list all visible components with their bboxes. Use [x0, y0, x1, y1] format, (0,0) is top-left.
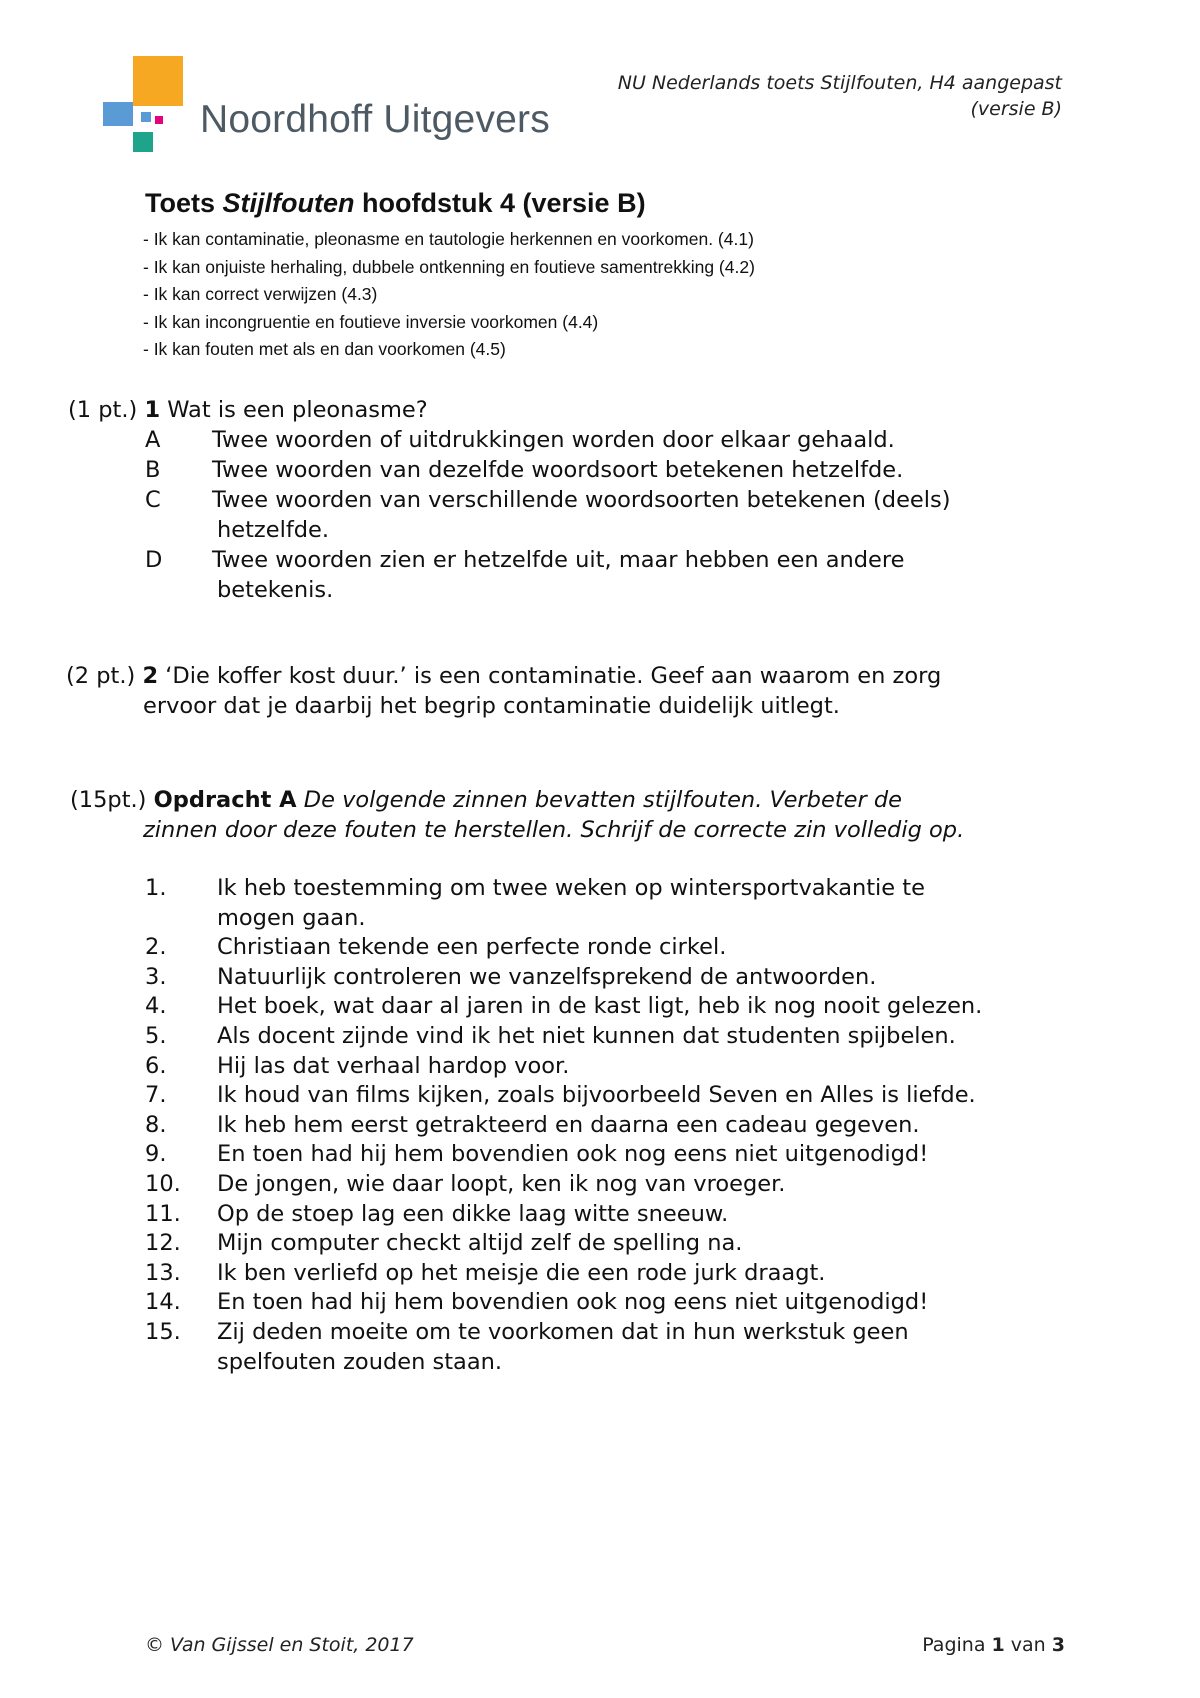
item-text: Als docent zijnde vind ik het niet kunnen dat studenten spijbelen.	[217, 1022, 956, 1049]
page-label: Pagina	[922, 1634, 992, 1656]
item-number: 6.	[145, 1052, 167, 1079]
question-points: (15pt.)	[70, 787, 154, 813]
item-text: En toen had hij hem bovendien ook nog eens niet uitgenodigd!	[217, 1141, 929, 1168]
item-number: 10.	[145, 1170, 181, 1197]
goal-item: - Ik kan onjuiste herhaling, dubbele ontkenning en foutieve samentrekking (4.2)	[143, 256, 755, 277]
option-letter: C	[145, 487, 161, 513]
opdracht-a-continued: zinnen door deze fouten te herstellen. Schrijf de correcte zin volledig op.	[143, 817, 965, 843]
question-2	[66, 662, 941, 692]
question-number: 2	[142, 663, 159, 689]
opdracht-instruction: De volgende zinnen bevatten stijlfouten. Verbeter de	[296, 787, 902, 813]
item-text: Natuurlijk controleren we vanzelfsprekend de antwoorden.	[217, 963, 877, 990]
item-number: 11.	[145, 1200, 181, 1227]
item-text: Het boek, wat daar al jaren in de kast ligt, heb ik nog nooit gelezen.	[217, 993, 983, 1020]
option-text-continued: hetzelfde.	[217, 516, 330, 543]
item-number: 7.	[145, 1082, 167, 1109]
item-number: 2.	[145, 934, 167, 961]
header-line-1: NU Nederlands toets Stijlfouten, H4 aangepast	[617, 72, 1062, 94]
opdracht-a	[70, 786, 902, 816]
goal-item: - Ik kan incongruentie en foutieve inversie voorkomen (4.4)	[143, 311, 599, 332]
title-italic: Stijlfouten	[222, 188, 355, 218]
logo-small-blue-square	[141, 112, 151, 122]
title-prefix: Toets	[145, 188, 223, 218]
logo-orange-square	[133, 56, 183, 106]
goal-item: - Ik kan fouten met als en dan voorkomen (4.5)	[143, 339, 506, 359]
item-text: Ik ben verliefd op het meisje die een rode jurk draagt.	[217, 1259, 826, 1286]
question-points: (2 pt.)	[66, 663, 143, 689]
learning-goals	[143, 226, 755, 364]
option-text: Twee woorden zien er hetzelfde uit, maar hebben een andere	[212, 547, 905, 573]
option-letter: B	[145, 457, 161, 483]
item-number: 5.	[145, 1022, 167, 1049]
option-letter: D	[145, 547, 163, 573]
item-text: Op de stoep lag een dikke laag witte sneeuw.	[217, 1200, 729, 1227]
question-2-continued: ervoor dat je daarbij het begrip contaminatie duidelijk uitlegt.	[143, 693, 840, 719]
item-text: Ik heb hem eerst getrakteerd en daarna een cadeau gegeven.	[217, 1111, 920, 1138]
title-suffix: hoofdstuk 4 (versie B)	[354, 188, 646, 218]
item-number: 15.	[145, 1318, 181, 1345]
goal-item: - Ik kan correct verwijzen (4.3)	[143, 284, 378, 304]
option-text-continued: betekenis.	[217, 576, 334, 603]
page-title	[145, 188, 646, 219]
goal-item: - Ik kan contaminatie, pleonasme en tautologie herkennen en voorkomen. (4.1)	[143, 229, 754, 249]
document-header	[502, 70, 1062, 122]
option-text: Twee woorden van dezelfde woordsoort betekenen hetzelfde.	[212, 457, 904, 483]
option-letter: A	[145, 427, 161, 453]
current-page: 1	[991, 1634, 1005, 1656]
item-number: 12.	[145, 1230, 181, 1257]
question-text: ‘Die koffer kost duur.’ is een contaminatie. Geef aan waarom en zorg	[158, 663, 942, 689]
item-text: De jongen, wie daar loopt, ken ik nog van vroeger.	[217, 1170, 786, 1197]
item-text: Ik heb toestemming om twee weken op wintersportvakantie te mogen gaan.	[217, 875, 925, 931]
item-text: Christiaan tekende een perfecte ronde cirkel.	[217, 934, 727, 961]
question-1	[68, 396, 428, 426]
question-number: 1	[144, 397, 161, 423]
item-number: 13.	[145, 1259, 181, 1286]
item-text: Ik houd van films kijken, zoals bijvoorbeeld Seven en Alles is liefde.	[217, 1082, 976, 1109]
item-text: Zij deden moeite om te voorkomen dat in hun werkstuk geen spelfouten zouden staan.	[217, 1318, 909, 1375]
item-number: 14.	[145, 1289, 181, 1316]
item-number: 8.	[145, 1111, 167, 1138]
item-number: 3.	[145, 963, 167, 990]
item-number: 4.	[145, 993, 167, 1020]
question-text: Wat is een pleonasme?	[160, 397, 428, 423]
item-number: 1.	[145, 875, 167, 901]
item-text: Mijn computer checkt altijd zelf de spelling na.	[217, 1230, 743, 1257]
total-pages: 3	[1051, 1634, 1065, 1656]
copyright-notice: © Van Gijssel en Stoit, 2017	[145, 1634, 414, 1656]
header-line-2: (versie B)	[970, 98, 1062, 120]
question-points: (1 pt.)	[68, 397, 145, 423]
opdracht-label: Opdracht A	[153, 787, 297, 813]
logo-pink-square	[155, 116, 163, 124]
logo-teal-square	[133, 132, 153, 152]
page-number	[922, 1634, 1065, 1656]
of-label: van	[1004, 1634, 1052, 1656]
item-text: Hij las dat verhaal hardop voor.	[217, 1052, 570, 1079]
item-number: 9.	[145, 1141, 167, 1168]
brand-name: Noordhoff Uitgevers	[200, 98, 550, 141]
item-text: En toen had hij hem bovendien ook nog eens niet uitgenodigd!	[217, 1289, 929, 1316]
option-text: Twee woorden of uitdrukkingen worden door elkaar gehaald.	[212, 427, 895, 453]
noordhoff-logo-mark	[103, 56, 183, 156]
option-text: Twee woorden van verschillende woordsoorten betekenen (deels)	[212, 487, 951, 513]
logo-blue-square	[103, 102, 133, 126]
